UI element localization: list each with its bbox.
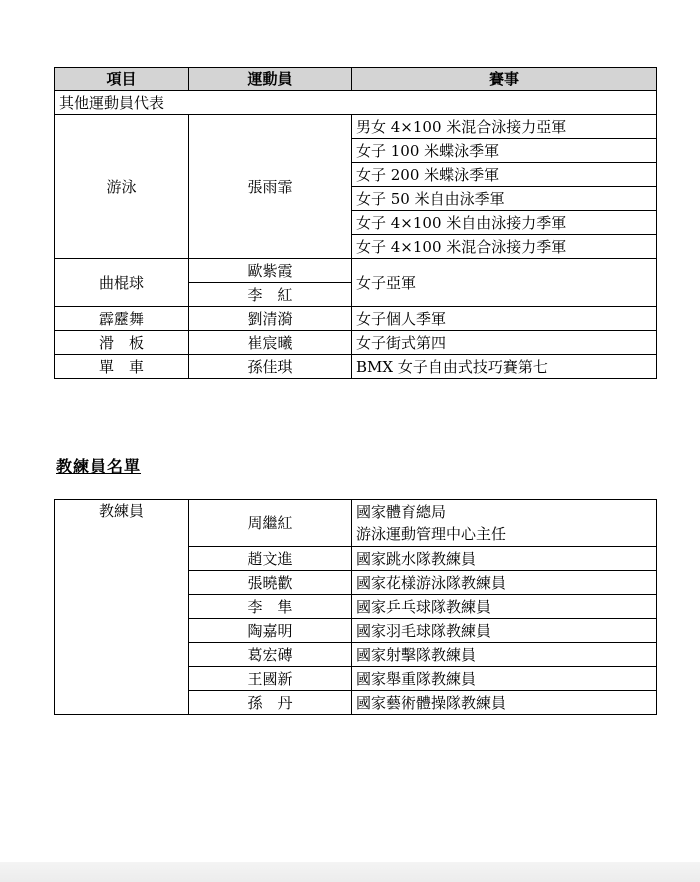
table-row [55,355,657,379]
athlete-cell: 孫佳琪 [189,355,352,379]
sport-cell: 游泳 [55,115,189,259]
event-cell: 女子亞軍 [352,259,657,307]
event-cell: 女子 4×100 米自由泳接力季軍 [352,211,657,235]
sport-cell: 霹靂舞 [55,307,189,331]
event-cell: 女子 100 米蝶泳季軍 [352,139,657,163]
athlete-cell: 劉清漪 [189,307,352,331]
table-row [55,115,657,139]
coach-role-line: 國家體育總局 [356,503,447,521]
coach-role-cell [352,500,657,547]
event-cell: BMX 女子自由式技巧賽第七 [352,355,657,379]
athlete-cell: 歐紫霞 [189,259,352,283]
coach-name-cell: 孫 丹 [189,691,352,715]
coach-name-cell: 趙文進 [189,547,352,571]
coach-name-cell: 張曉歡 [189,571,352,595]
header-sport: 項目 [55,68,189,91]
coach-role-cell: 國家藝術體操隊教練員 [352,691,657,715]
header-athlete: 運動員 [189,68,352,91]
table-row [55,259,657,283]
sport-cell: 滑 板 [55,331,189,355]
athlete-cell: 李 紅 [189,283,352,307]
event-cell: 女子 200 米蝶泳季軍 [352,163,657,187]
event-cell: 女子街式第四 [352,331,657,355]
header-event: 賽事 [352,68,657,91]
table-row [55,307,657,331]
athlete-cell: 崔宸曦 [189,331,352,355]
sport-cell: 單 車 [55,355,189,379]
coach-label-cell: 教練員 [55,500,189,715]
event-cell: 男女 4×100 米混合泳接力亞軍 [352,115,657,139]
coach-name-cell: 周繼紅 [189,500,352,547]
coach-role-cell: 國家花樣游泳隊教練員 [352,571,657,595]
athletes-table [54,67,657,379]
table-row [55,500,657,547]
coach-role-cell: 國家舉重隊教練員 [352,667,657,691]
coach-role-cell: 國家射擊隊教練員 [352,643,657,667]
event-cell: 女子 50 米自由泳季軍 [352,187,657,211]
coach-name-cell: 陶嘉明 [189,619,352,643]
header-row [55,68,657,91]
coach-role-cell: 國家羽毛球隊教練員 [352,619,657,643]
coach-name-cell: 葛宏磚 [189,643,352,667]
event-cell: 女子個人季軍 [352,307,657,331]
table-row [55,331,657,355]
sport-cell: 曲棍球 [55,259,189,307]
section-row [55,91,657,115]
coach-role-cell: 國家乒乓球隊教練員 [352,595,657,619]
page-bottom-edge [0,862,700,882]
event-cell: 女子 4×100 米混合泳接力季軍 [352,235,657,259]
coach-name-cell: 李 隼 [189,595,352,619]
section-label: 其他運動員代表 [55,91,657,115]
coaches-table [54,499,657,715]
athlete-cell: 張雨霏 [189,115,352,259]
coach-role-line: 游泳運動管理中心主任 [356,525,507,543]
coaches-section-title: 教練員名單 [56,457,142,476]
coach-role-cell: 國家跳水隊教練員 [352,547,657,571]
coach-name-cell: 王國新 [189,667,352,691]
